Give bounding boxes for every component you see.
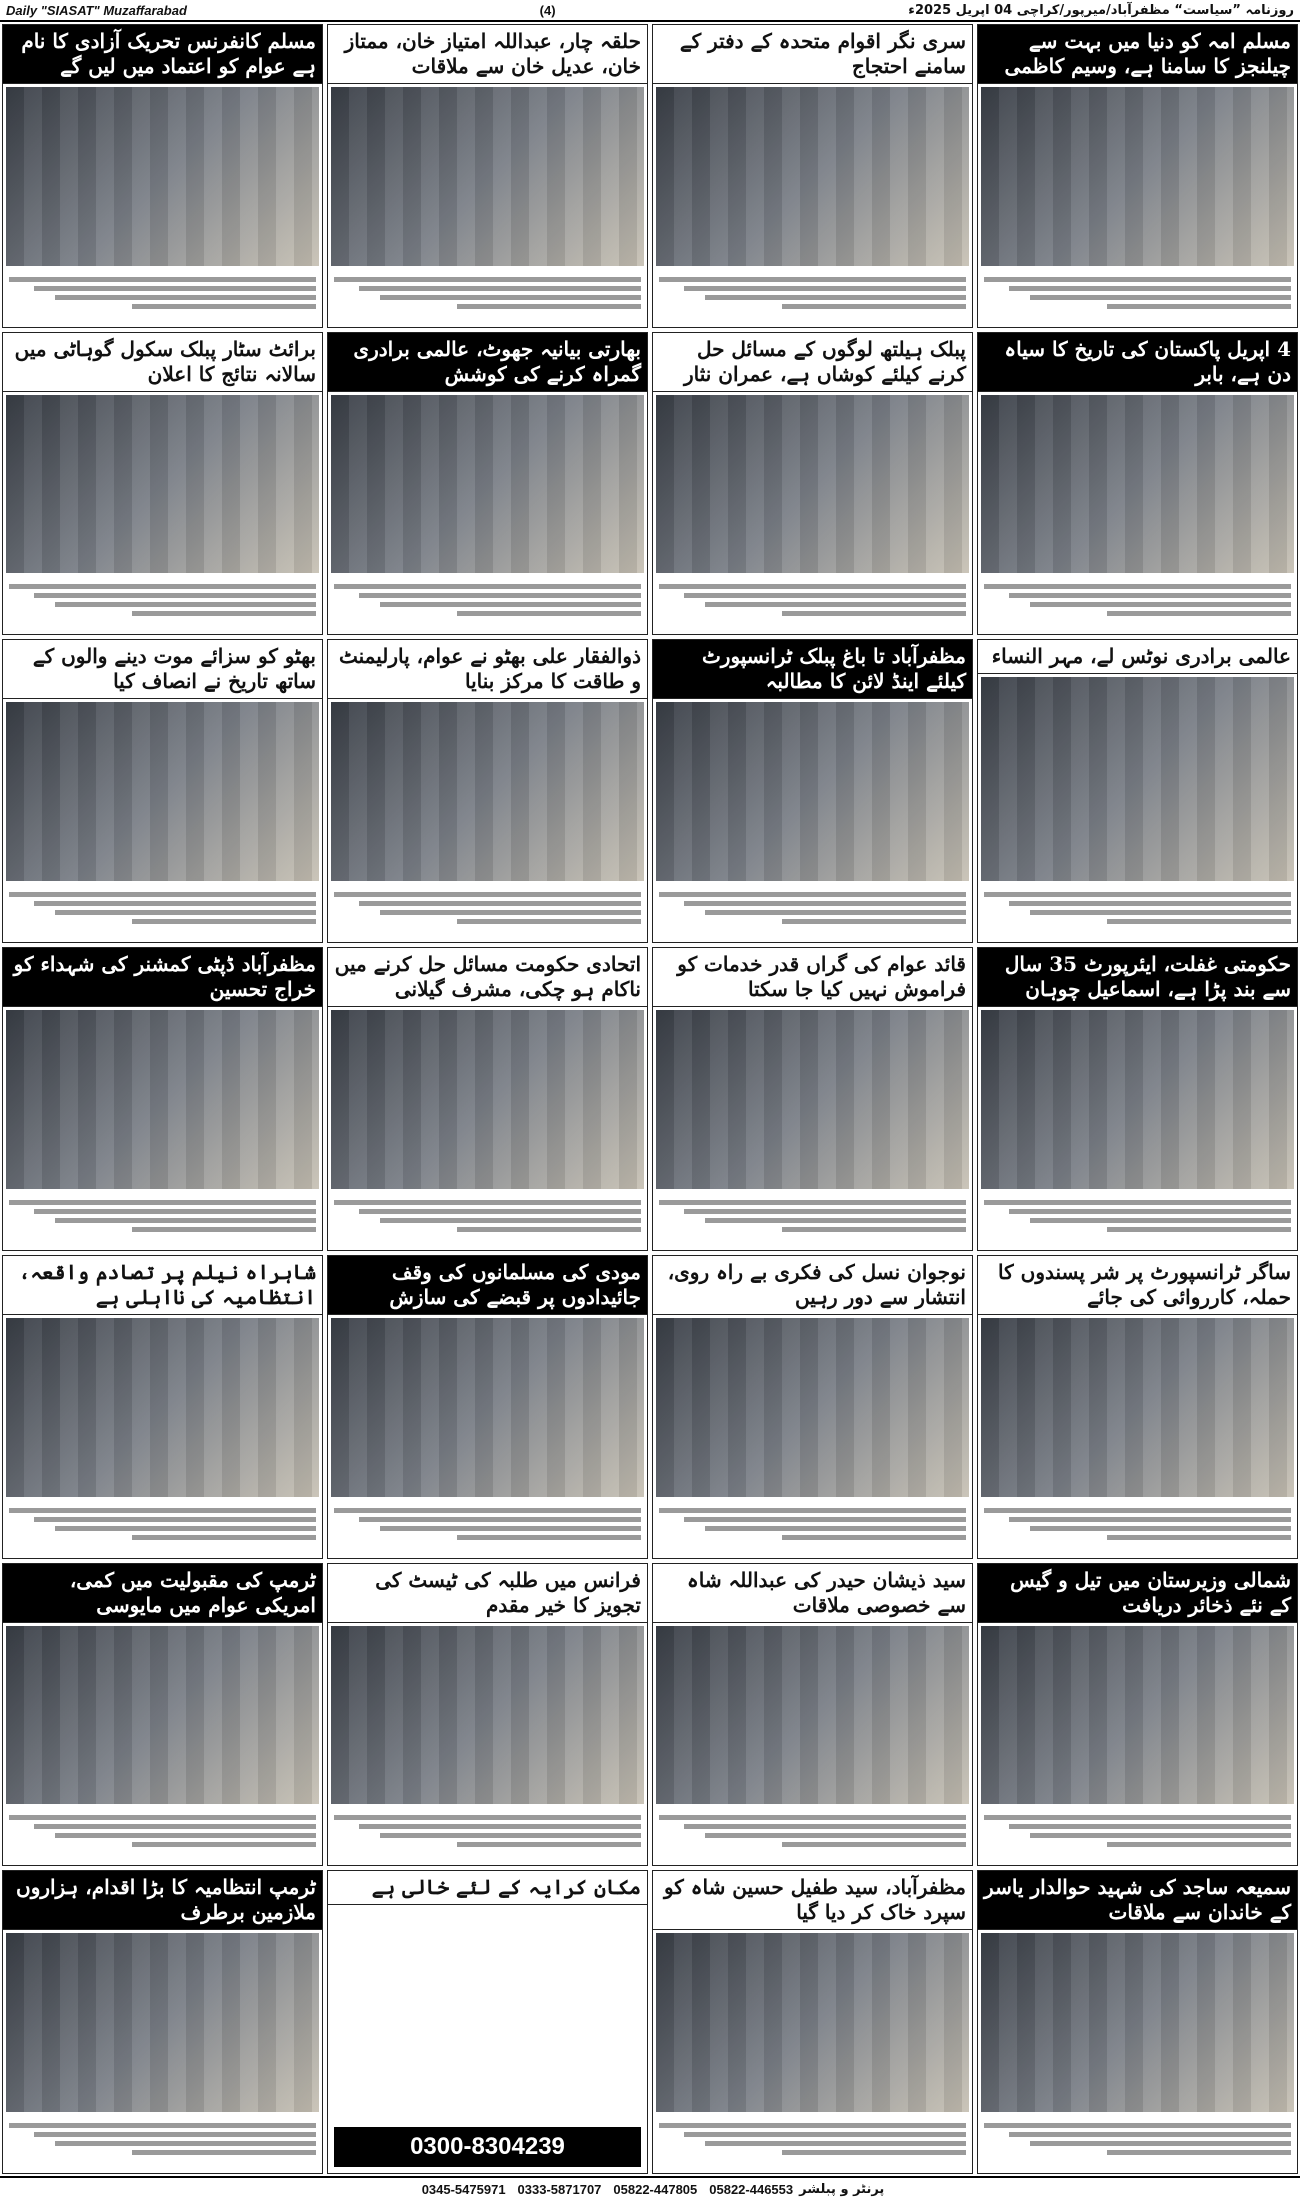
story-headline: ٹرمپ انتظامیہ کا بڑا اقدام، ہزاروں ملازمین برطرف [3, 1871, 322, 1930]
story [2, 947, 323, 1251]
story [327, 947, 648, 1251]
story [2, 1563, 323, 1867]
story-photo [6, 702, 319, 881]
story [2, 1255, 323, 1559]
story-headline: مسلم امہ کو دنیا میں بہت سے چیلنجز کا سامنا ہے، وسیم کاظمی [978, 25, 1297, 84]
story-headline: نوجوان نسل کی فکری بے راہ روی، انتشار سے دور رہیں [653, 1256, 972, 1315]
story-headline: پبلک ہیلتھ لوگوں کے مسائل حل کرنے کیلئے کوشاں ہے، عمران نثار [653, 333, 972, 392]
ad-phone: 0300-8304239 [334, 2127, 641, 2167]
story-headline: بھارتی بیانیہ جھوٹ، عالمی برادری گمراہ کرنے کی کوشش [328, 333, 647, 392]
story-body [3, 884, 322, 942]
story [652, 639, 973, 943]
story-body [653, 2115, 972, 2173]
story-body [653, 1500, 972, 1558]
story-body [653, 576, 972, 634]
story-photo [981, 395, 1294, 574]
story [327, 1255, 648, 1559]
story [977, 1870, 1298, 2174]
story [652, 947, 973, 1251]
ad-title: مکان کرایہ کے لئے خالی ہے [328, 1871, 647, 1905]
story-photo [981, 677, 1294, 881]
story-body [653, 884, 972, 942]
story-photo [331, 1626, 644, 1805]
story-photo [6, 87, 319, 266]
story-headline: برائٹ سٹار پبلک سکول گوہاٹی میں سالانہ نتائج کا اعلان [3, 333, 322, 392]
story-headline: شاہراہ نیلم پر تصادم واقعہ، انتظامیہ کی نااہلی ہے [3, 1256, 322, 1315]
story-headline: ٹرمپ کی مقبولیت میں کمی، امریکی عوام میں مایوسی [3, 1564, 322, 1623]
story-body [328, 884, 647, 942]
story-headline: مظفرآباد، سید طفیل حسین شاہ کو سپرد خاک کر دیا گیا [653, 1871, 972, 1930]
story-body [328, 1500, 647, 1558]
story-body [3, 1807, 322, 1865]
masthead-urdu: روزنامہ ”سیاست“ مظفرآباد/میرپور/کراچی 04 اپریل 2025ء [908, 2, 1294, 18]
story [977, 1255, 1298, 1559]
story-headline: شمالی وزیرستان میں تیل و گیس کے نئے ذخائر دریافت [978, 1564, 1297, 1623]
story-headline: فرانس میں طلبہ کی ٹیسٹ کی تجویز کا خیر مقدم [328, 1564, 647, 1623]
story-photo [981, 1933, 1294, 2112]
story [652, 24, 973, 328]
footer-phone2: 0345-5475971 [421, 2181, 506, 2197]
story-photo [656, 395, 969, 574]
story-photo [656, 702, 969, 881]
story-body [978, 2115, 1297, 2173]
story [2, 1870, 323, 2174]
story [652, 332, 973, 636]
story-body [3, 2115, 322, 2173]
story-photo [656, 1626, 969, 1805]
story-headline: مسلم کانفرنس تحریک آزادی کا نام ہے عوام کو اعتماد میں لیں گے [3, 25, 322, 84]
page-number: (4) [539, 2, 556, 18]
story-photo [981, 1626, 1294, 1805]
story-photo [6, 1626, 319, 1805]
story-headline: قائد عوام کی گراں قدر خدمات کو فراموش نہیں کیا جا سکتا [653, 948, 972, 1007]
story-photo [331, 1318, 644, 1497]
footer [0, 2176, 1300, 2200]
story [977, 639, 1298, 943]
story-body [978, 1500, 1297, 1558]
story [2, 639, 323, 943]
story [977, 24, 1298, 328]
newspaper-page [0, 24, 1300, 2174]
story-body [978, 884, 1297, 942]
story [977, 1563, 1298, 1867]
story-headline: سید ذیشان حیدر کی عبداللہ شاہ سے خصوصی ملاقات [653, 1564, 972, 1623]
story-photo [981, 87, 1294, 266]
story-body [328, 1807, 647, 1865]
story-body [328, 269, 647, 327]
story-body [653, 1192, 972, 1250]
footer-office: 05822-447805 [613, 2181, 698, 2197]
story-photo [331, 395, 644, 574]
story [652, 1563, 973, 1867]
story [327, 24, 648, 328]
story [977, 947, 1298, 1251]
story-photo [656, 87, 969, 266]
story-headline: بھٹو کو سزائے موت دینے والوں کے ساتھ تاریخ نے انصاف کیا [3, 640, 322, 699]
story-body [978, 269, 1297, 327]
story-photo [981, 1318, 1294, 1497]
story-photo [6, 1010, 319, 1189]
story-headline: ذوالفقار علی بھٹو نے عوام، پارلیمنٹ و طاقت کا مرکز بنایا [328, 640, 647, 699]
story [327, 332, 648, 636]
footer-phone1: 0333-5871707 [517, 2181, 602, 2197]
story [327, 1563, 648, 1867]
story [977, 332, 1298, 636]
story-headline: سمیعہ ساجد کی شہید حوالدار یاسر کے خاندان سے ملاقات [978, 1871, 1297, 1930]
story-headline: مظفرآباد تا باغ پبلک ٹرانسپورٹ کیلئے اینڈ لائن کا مطالبہ [653, 640, 972, 699]
story-photo [656, 1933, 969, 2112]
story-body [978, 1192, 1297, 1250]
masthead [0, 0, 1300, 22]
story-headline: سری نگر اقوام متحدہ کے دفتر کے سامنے احتجاج [653, 25, 972, 84]
story-body [653, 269, 972, 327]
story [652, 1870, 973, 2174]
story-body [978, 1807, 1297, 1865]
story-headline: عالمی برادری نوٹس لے، مہر النساء [978, 640, 1297, 674]
story-photo [6, 395, 319, 574]
story-photo [331, 702, 644, 881]
story-photo [6, 1933, 319, 2112]
story-photo [331, 1010, 644, 1189]
story-headline: حلقہ چار، عبداللہ امتیاز خان، ممتاز خان، عدیل خان سے ملاقات [328, 25, 647, 84]
story-headline: مودی کی مسلمانوں کی وقف جائیدادوں پر قبضے کی سازش [328, 1256, 647, 1315]
story-body [328, 1192, 647, 1250]
story-body [653, 1807, 972, 1865]
story-body [3, 269, 322, 327]
story [2, 24, 323, 328]
story-photo [331, 87, 644, 266]
story-body [978, 576, 1297, 634]
footer-fax: 05822-446553 [709, 2181, 794, 2197]
story-headline: حکومتی غفلت، ایئرپورٹ 35 سال سے بند پڑا ہے، اسماعیل چوہان [978, 948, 1297, 1007]
story-headline: اتحادی حکومت مسائل حل کرنے میں ناکام ہو چکی، مشرف گیلانی [328, 948, 647, 1007]
story-photo [6, 1318, 319, 1497]
story-body [3, 1500, 322, 1558]
story-headline: ساگر ٹرانسپورٹ پر شر پسندوں کا حملہ، کارروائی کی جائے [978, 1256, 1297, 1315]
masthead-english: Daily "SIASAT" Muzaffarabad [6, 2, 187, 18]
footer-publisher: پرنٹر و پبلشر [799, 2181, 885, 2197]
story [327, 639, 648, 943]
story-photo [656, 1318, 969, 1497]
classified-ad [327, 1870, 648, 2174]
story-body [3, 1192, 322, 1250]
story-headline: مظفرآباد ڈپٹی کمشنر کی شہداء کو خراج تحسین [3, 948, 322, 1007]
story-body [328, 576, 647, 634]
story [652, 1255, 973, 1559]
story-headline: 4 اپریل پاکستان کی تاریخ کا سیاہ دن ہے، بابر [978, 333, 1297, 392]
story-photo [656, 1010, 969, 1189]
story-body [3, 576, 322, 634]
story [2, 332, 323, 636]
story-photo [981, 1010, 1294, 1189]
